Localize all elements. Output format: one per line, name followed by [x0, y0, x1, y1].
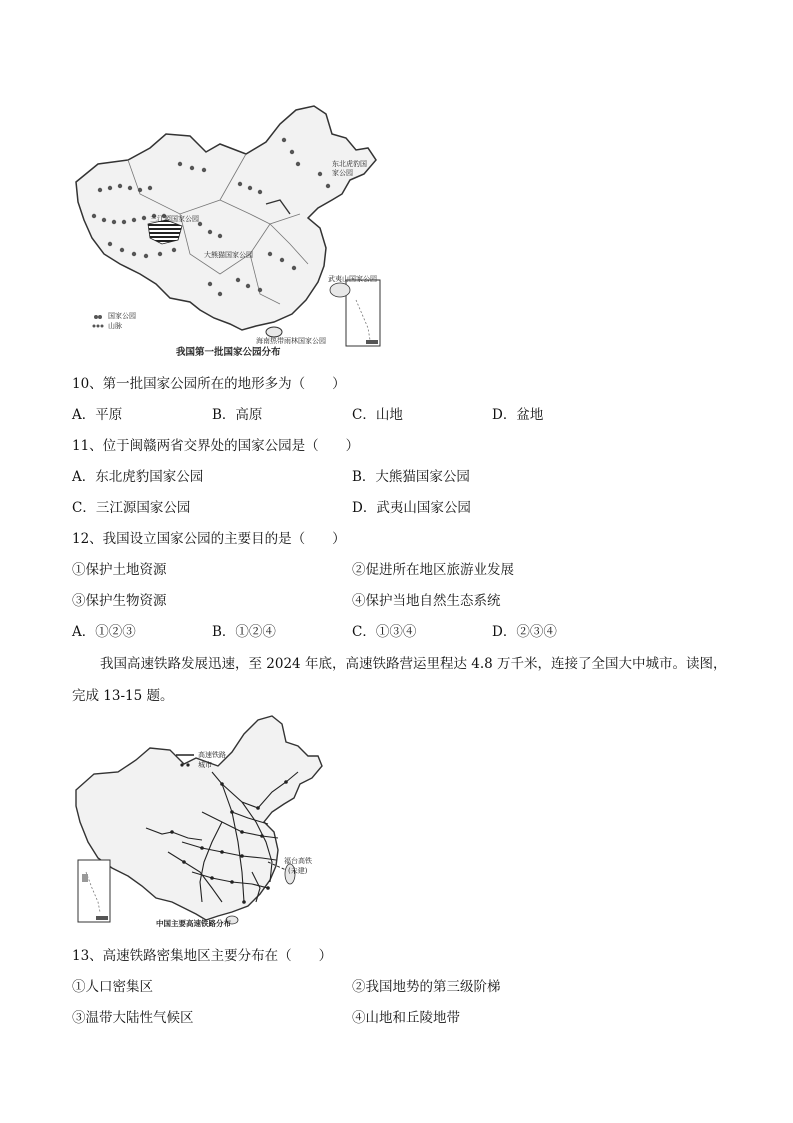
label-hainan-park: 海南热带雨林国家公园 — [256, 337, 326, 345]
q10-option-d[interactable]: D．盆地 — [492, 407, 544, 423]
q10-option-c[interactable]: C．山地 — [352, 407, 403, 423]
map2-caption: 中国主要高速铁路分布 — [156, 919, 231, 928]
q12-option-b[interactable]: B．①②④ — [212, 624, 276, 640]
q10-option-b[interactable]: B．高原 — [212, 407, 263, 423]
label-planned: (未建) — [288, 867, 308, 875]
q13-item-1: ①人口密集区 — [72, 979, 153, 995]
q11-option-b[interactable]: B．大熊猫国家公园 — [352, 469, 470, 485]
high-speed-rail-map — [72, 712, 326, 934]
label-dongbei-park: 东北虎豹国家公园 — [332, 160, 367, 177]
q13-item-2: ②我国地势的第三级阶梯 — [352, 979, 501, 995]
q12-item-2: ②促进所在地区旅游业发展 — [352, 562, 514, 578]
q12-item-1: ①保护土地资源 — [72, 562, 167, 578]
q12-option-a[interactable]: A．①②③ — [72, 624, 136, 640]
intro-line-1: 我国高速铁路发展迅速，至 2024 年底，高速铁路营运里程达 4.8 万千米，连接了全国大中城市。读图， — [100, 656, 727, 672]
q13-stem: 13、高速铁路密集地区主要分布在（ ） — [72, 948, 333, 964]
legend-mountain: 山脉 — [108, 322, 122, 330]
legend-high-speed-rail: 高速铁路 — [198, 751, 226, 759]
label-daxiongmao-park: 大熊猫国家公园 — [204, 251, 253, 259]
q10-option-a[interactable]: A．平原 — [72, 407, 123, 423]
label-sanjiangyuan-park: 三江源国家公园 — [150, 215, 199, 223]
q11-stem: 11、位于闽赣两省交界处的国家公园是（ ） — [72, 438, 360, 454]
q12-option-c[interactable]: C．①③④ — [352, 624, 417, 640]
map1-caption: 我国第一批国家公园分布 — [176, 347, 281, 358]
q12-stem: 12、我国设立国家公园的主要目的是（ ） — [72, 531, 346, 547]
q11-option-d[interactable]: D．武夷山国家公园 — [352, 500, 471, 516]
q12-option-d[interactable]: D．②③④ — [492, 624, 557, 640]
q11-option-c[interactable]: C．三江源国家公园 — [72, 500, 191, 516]
q13-item-3: ③温带大陆性气候区 — [72, 1010, 194, 1026]
q12-item-3: ③保护生物资源 — [72, 593, 167, 609]
label-fu-tai-rail: 福台高铁 — [284, 857, 312, 865]
national-parks-map — [70, 104, 390, 356]
intro-line-2: 完成 13-15 题。 — [72, 688, 174, 704]
q10-stem: 10、第一批国家公园所在的地形多为（ ） — [72, 376, 346, 392]
label-wuyishan-park: 武夷山国家公园 — [328, 275, 377, 283]
legend-national-park: 国家公园 — [108, 312, 136, 320]
q12-item-4: ④保护当地自然生态系统 — [352, 593, 501, 609]
q11-option-a[interactable]: A．东北虎豹国家公园 — [72, 469, 204, 485]
q13-item-4: ④山地和丘陵地带 — [352, 1010, 460, 1026]
legend-city: 城市 — [198, 761, 212, 769]
